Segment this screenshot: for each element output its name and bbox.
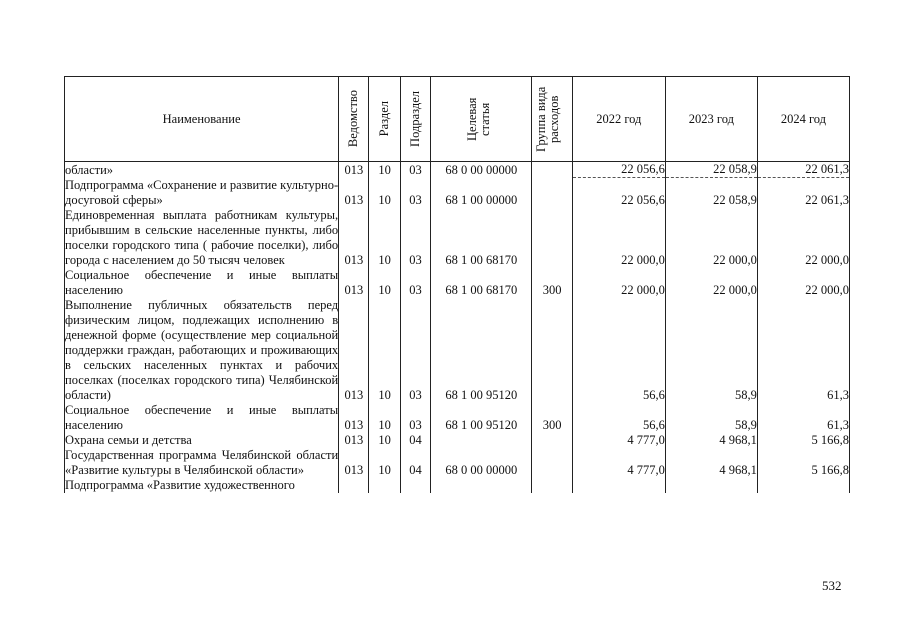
row-target: 68 1 00 68170 xyxy=(431,268,532,298)
row-group xyxy=(532,478,572,493)
row-2023: 22 058,9 xyxy=(665,178,757,208)
row-name: Подпрограмма «Сохранение и развитие культурно-досуговой сферы» xyxy=(65,177,339,207)
row-target: 68 1 00 95120 xyxy=(431,298,532,403)
header-2023: 2023 год xyxy=(665,77,757,162)
header-vedomstvo: Ведомство xyxy=(346,90,361,148)
row-group xyxy=(532,448,572,478)
table-row xyxy=(65,162,850,178)
table-row xyxy=(65,208,850,268)
row-razdel: 10 xyxy=(369,208,400,268)
row-target: 68 0 00 00000 xyxy=(431,448,532,478)
header-group: Группа вида расходов xyxy=(534,86,562,152)
row-razdel xyxy=(369,478,400,493)
row-2023: 4 968,1 xyxy=(665,433,757,448)
row-target xyxy=(431,433,532,448)
row-2023: 4 968,1 xyxy=(665,448,757,478)
row-2024: 22 000,0 xyxy=(757,208,849,268)
row-2023: 22 000,0 xyxy=(665,208,757,268)
row-2023: 58,9 xyxy=(665,403,757,433)
row-vedomstvo: 013 xyxy=(339,178,369,208)
row-vedomstvo: 013 xyxy=(339,298,369,403)
row-group xyxy=(532,162,572,178)
header-group-cell xyxy=(532,77,572,162)
row-2024: 61,3 xyxy=(757,298,849,403)
row-podrazdel: 04 xyxy=(400,433,430,448)
row-group xyxy=(532,178,572,208)
row-target: 68 1 00 00000 xyxy=(431,178,532,208)
row-name: Подпрограмма «Развитие художественного xyxy=(65,478,339,493)
row-podrazdel: 03 xyxy=(400,162,430,178)
row-razdel: 10 xyxy=(369,268,400,298)
row-2023: 22 058,9 xyxy=(665,162,757,178)
row-2024: 22 061,3 xyxy=(757,162,849,178)
row-podrazdel: 03 xyxy=(400,178,430,208)
row-name: Единовременная выплата работникам культуры, прибывшим в сельские населенные пункты, либо поселки городского типа ( рабочие поселки), либо города с населением до 50 тысяч человек xyxy=(65,207,339,267)
row-group xyxy=(532,298,572,403)
header-name: Наименование xyxy=(65,77,339,162)
row-target: 68 1 00 68170 xyxy=(431,208,532,268)
header-2022: 2022 год xyxy=(572,77,665,162)
row-2022 xyxy=(572,478,665,493)
row-vedomstvo: 013 xyxy=(339,208,369,268)
header-target-cell xyxy=(431,77,532,162)
table-row xyxy=(65,478,850,493)
row-2023 xyxy=(665,478,757,493)
header-podrazdel: Подраздел xyxy=(408,91,423,147)
row-2023: 58,9 xyxy=(665,298,757,403)
header-podrazdel-cell xyxy=(400,77,430,162)
row-vedomstvo: 013 xyxy=(339,268,369,298)
row-podrazdel: 03 xyxy=(400,298,430,403)
row-2024: 61,3 xyxy=(757,403,849,433)
row-podrazdel: 03 xyxy=(400,208,430,268)
row-vedomstvo: 013 xyxy=(339,162,369,178)
row-target: 68 1 00 95120 xyxy=(431,403,532,433)
row-name: области» xyxy=(65,162,339,178)
row-vedomstvo: 013 xyxy=(339,403,369,433)
row-podrazdel: 03 xyxy=(400,268,430,298)
table-row xyxy=(65,403,850,433)
row-2022: 4 777,0 xyxy=(572,433,665,448)
row-podrazdel: 04 xyxy=(400,448,430,478)
row-name: Охрана семьи и детства xyxy=(65,433,339,448)
row-podrazdel: 03 xyxy=(400,403,430,433)
row-razdel: 10 xyxy=(369,298,400,403)
row-2024: 22 000,0 xyxy=(757,268,849,298)
table-row xyxy=(65,268,850,298)
row-vedomstvo: 013 xyxy=(339,448,369,478)
row-vedomstvo xyxy=(339,478,369,493)
row-2022: 22 000,0 xyxy=(572,268,665,298)
row-2022: 22 056,6 xyxy=(572,162,665,178)
row-group: 300 xyxy=(532,268,572,298)
row-2022: 22 056,6 xyxy=(572,178,665,208)
table-header-row xyxy=(65,77,850,162)
row-2024 xyxy=(757,478,849,493)
header-vedomstvo-cell xyxy=(339,77,369,162)
row-name: Социальное обеспечение и иные выплаты населению xyxy=(65,267,339,297)
row-2024: 5 166,8 xyxy=(757,433,849,448)
header-razdel: Раздел xyxy=(377,101,392,137)
row-razdel: 10 xyxy=(369,433,400,448)
row-name: Государственная программа Челябинской области «Развитие культуры в Челябинской области» xyxy=(65,447,339,477)
table-row xyxy=(65,433,850,448)
header-target: Целевая статья xyxy=(465,97,493,141)
row-2022: 56,6 xyxy=(572,403,665,433)
row-razdel: 10 xyxy=(369,162,400,178)
row-2022: 22 000,0 xyxy=(572,208,665,268)
row-group: 300 xyxy=(532,403,572,433)
row-2023: 22 000,0 xyxy=(665,268,757,298)
row-group xyxy=(532,208,572,268)
row-podrazdel xyxy=(400,478,430,493)
row-2024: 22 061,3 xyxy=(757,178,849,208)
row-razdel: 10 xyxy=(369,178,400,208)
table-row xyxy=(65,178,850,208)
row-razdel: 10 xyxy=(369,448,400,478)
row-vedomstvo: 013 xyxy=(339,433,369,448)
row-group xyxy=(532,433,572,448)
row-name: Выполнение публичных обязательств перед физическим лицом, подлежащих исполнению в денежной форме (осуществление мер социальной поддержки граждан, работающих и проживающих в сельских населенных пунктах и рабочих поселках (поселках городского типа) Челябинской области) xyxy=(65,297,339,402)
budget-table xyxy=(64,76,850,493)
row-2022: 4 777,0 xyxy=(572,448,665,478)
row-name: Социальное обеспечение и иные выплаты населению xyxy=(65,402,339,432)
row-2022: 56,6 xyxy=(572,298,665,403)
row-2024: 5 166,8 xyxy=(757,448,849,478)
header-2024: 2024 год xyxy=(757,77,849,162)
header-razdel-cell xyxy=(369,77,400,162)
page-number: 532 xyxy=(822,578,842,593)
row-razdel: 10 xyxy=(369,403,400,433)
row-target: 68 0 00 00000 xyxy=(431,162,532,178)
table-row xyxy=(65,298,850,403)
table-row xyxy=(65,448,850,478)
row-target xyxy=(431,478,532,493)
